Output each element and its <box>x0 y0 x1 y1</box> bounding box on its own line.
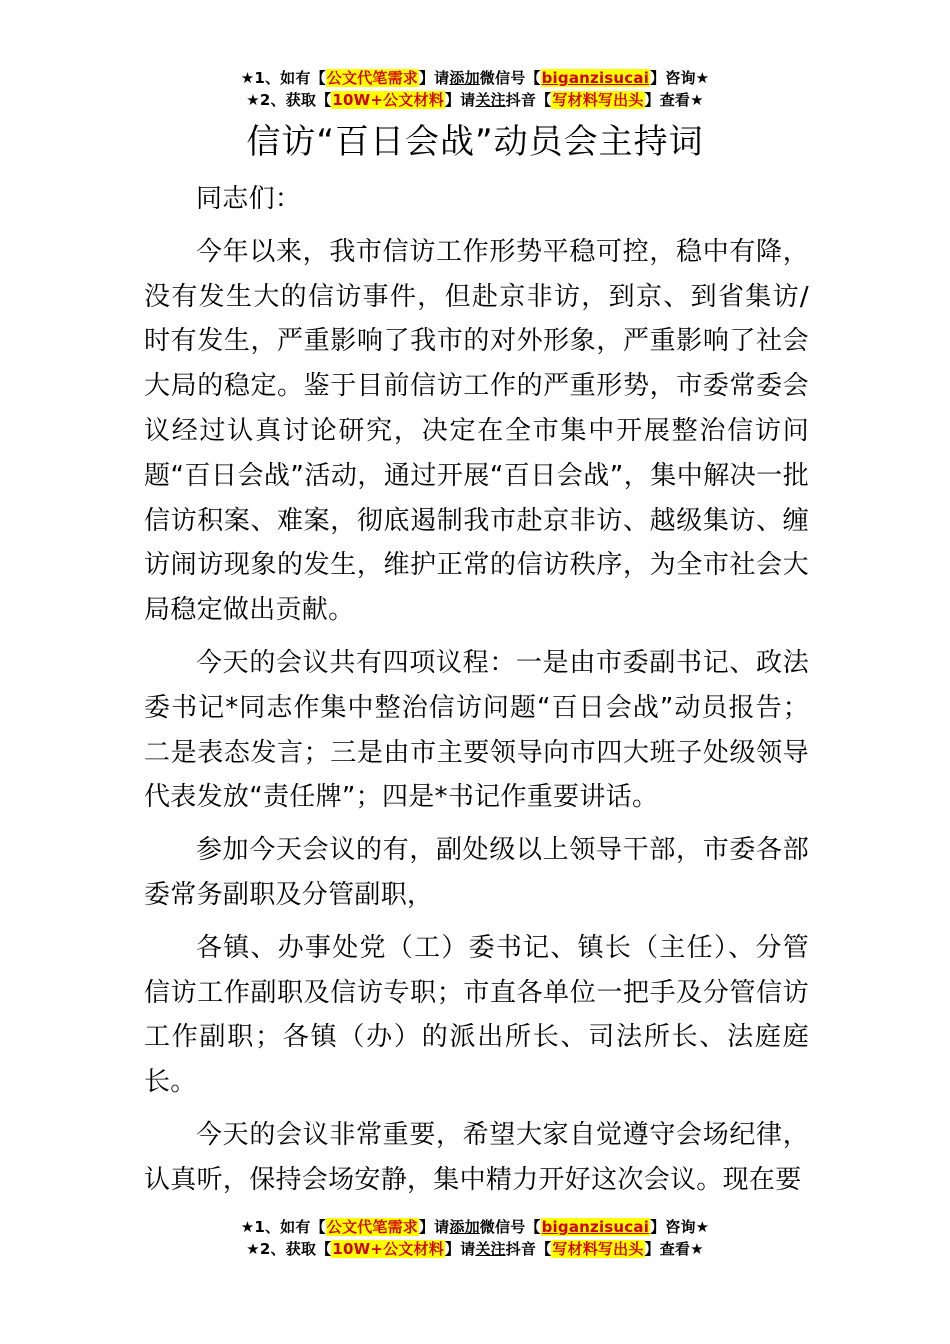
promo-highlight: 写材料写出头 <box>552 1240 644 1258</box>
promo-wechat-id: biganzisucai <box>541 69 650 87</box>
promo-text: 】查看★ <box>644 1240 704 1258</box>
promo-highlight: 10W+公文材料 <box>332 1240 444 1258</box>
greeting: 同志们： <box>196 184 302 214</box>
promo-footer <box>0 1216 950 1260</box>
promo-text: 抖音【 <box>505 1240 552 1258</box>
promo-underline: 添加 <box>449 1218 480 1236</box>
document-title: 信访“百日会战”动员会主持词 <box>246 122 704 162</box>
promo-text: 】请 <box>444 91 476 109</box>
paragraph: 各镇、办事处党（工）委书记、镇长（主任）、分管信访工作副职及信访专职；市直各单位一把手及分管信访工作副职；各镇（办）的派出所长、司法所长、法庭庭长。 <box>144 932 809 1098</box>
promo-text: 】请 <box>418 69 450 87</box>
promo-header <box>0 67 950 111</box>
promo-wechat-id: biganzisucai <box>541 1218 650 1236</box>
promo-line-1 <box>0 67 950 89</box>
promo-text: 】咨询★ <box>650 1218 710 1236</box>
promo-underline: 关注 <box>475 91 506 109</box>
promo-text: ★1、如有【 <box>240 1218 326 1236</box>
promo-highlight: 公文代笔需求 <box>326 1218 418 1236</box>
promo-underline: 添加 <box>449 69 480 87</box>
promo-text: 抖音【 <box>505 91 552 109</box>
promo-text: ★2、获取【 <box>246 1240 332 1258</box>
document-body <box>144 177 809 1211</box>
promo-text: 微信号【 <box>479 1218 541 1236</box>
promo-line-2 <box>0 89 950 111</box>
promo-highlight: 公文代笔需求 <box>326 69 418 87</box>
promo-text: 】查看★ <box>644 91 704 109</box>
promo-highlight: 10W+公文材料 <box>332 91 444 109</box>
promo-line-1 <box>0 1216 950 1238</box>
promo-text: ★2、获取【 <box>246 91 332 109</box>
paragraph: 今天的会议非常重要，希望大家自觉遵守会场纪律，认真听，保持会场安静，集中精力开好这次会议。现在要 <box>144 1119 809 1195</box>
paragraph: 今年以来，我市信访工作形势平稳可控，稳中有降，没有发生大的信访事件，但赴京非访，到京、到省集访/时有发生，严重影响了我市的对外形象，严重影响了社会大局的稳定。鉴于目前信访工作的严重形势，市委常委会议经过认真讨论研究，决定在全市集中开展整治信访问题“百日会战”活动，通过开展“百日会战”，集中解决一批信访积案、难案，彻底遏制我市赴京非访、越级集访、缠访闹访现象的发生，维护正常的信访秩序，为全市社会大局稳定做出贡献。 <box>144 236 809 626</box>
promo-text: 】请 <box>444 1240 476 1258</box>
promo-text: 微信号【 <box>479 69 541 87</box>
promo-text: 】请 <box>418 1218 450 1236</box>
promo-underline: 关注 <box>475 1240 506 1258</box>
promo-text: ★1、如有【 <box>240 69 326 87</box>
paragraph: 参加今天会议的有，副处级以上领导干部，市委各部委常务副职及分管副职， <box>144 835 809 910</box>
promo-line-2 <box>0 1238 950 1260</box>
promo-text: 】咨询★ <box>650 69 710 87</box>
promo-highlight: 写材料写出头 <box>552 91 644 109</box>
paragraph: 今天的会议共有四项议程：一是由市委副书记、政法委书记*同志作集中整治信访问题“百日会战”动员报告；二是表态发言；三是由市主要领导向市四大班子处级领导代表发放“责任牌”；四是*书记作重要讲话。 <box>144 647 809 813</box>
